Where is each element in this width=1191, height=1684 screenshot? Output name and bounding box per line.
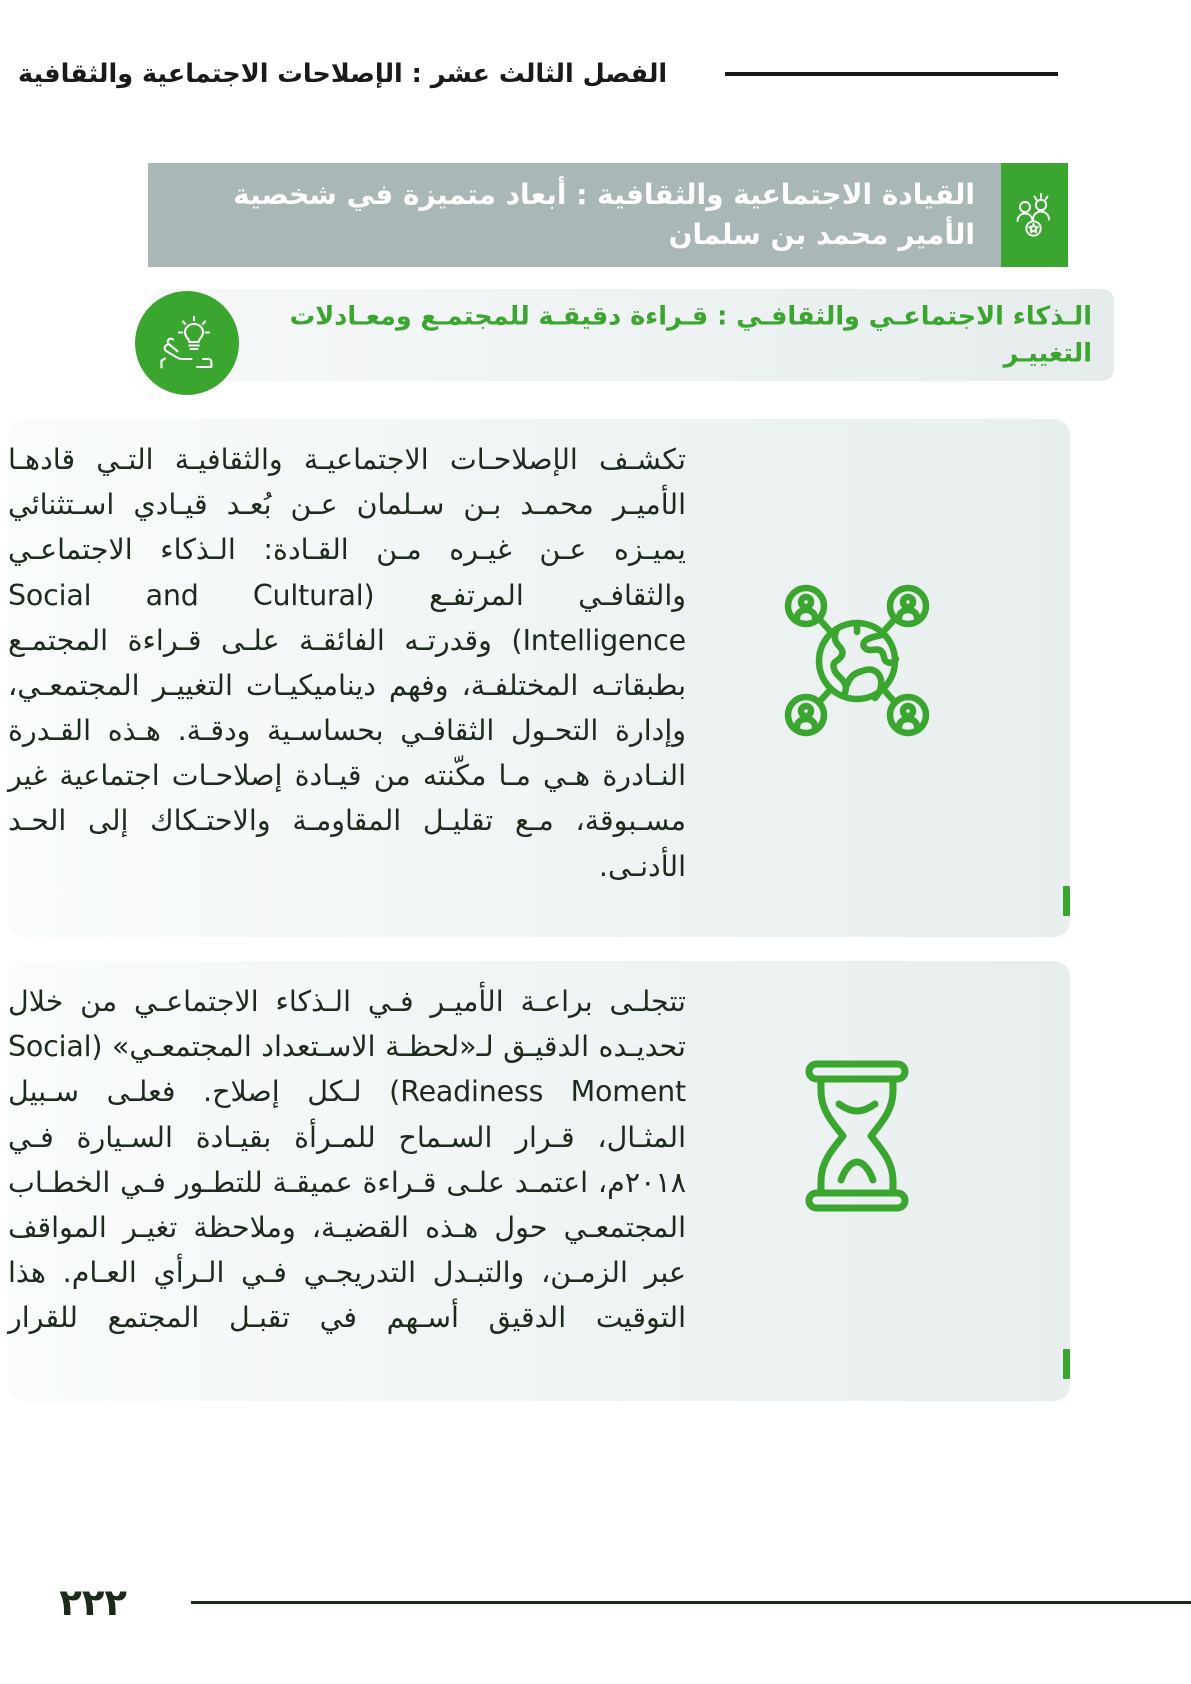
card-accent-marker	[1063, 886, 1070, 916]
globe-people-network-icon	[692, 419, 1022, 737]
card-paragraph: تتجلـى براعـة الأميـر فـي الـذكاء الاجتماعـي من خلال تحديـده الدقيـق لـ«لحظـة الاسـتعداد المجتمعـي» (Social Readiness Moment) لـكل إصلاح. فعلـى سـبيل المثـال، قـرار السـماح للمـرأة بقيـادة السـيارة فـي ٢٠١٨م، اعتمـد علـى قـراءة عميقـة للتطـور فـي الخطـاب المجتمعـي حول هـذه القضيـة، وملاحظة تغيـر المواقف عبر الزمـن، والتبـدل التدريجـي فـي الـرأي العـام. هذا التوقيت الدقيق أسـهم في تقبـل المجتمع للقرار	[8, 985, 687, 1335]
header-rule	[725, 72, 1058, 76]
subsection-title-text: الـذكاء الاجتماعـي والثقافـي : قـراءة دقيقـة للمجتمـع ومعـادلات التغييـر	[289, 301, 1092, 368]
hourglass-icon	[692, 961, 1022, 1216]
section-title-banner-body	[148, 163, 1001, 267]
content-card	[8, 419, 1070, 937]
section-title-banner	[148, 163, 1068, 267]
chapter-title: الفصل الثالث عشر : الإصلاحات الاجتماعية والثقافية	[18, 59, 668, 89]
page-number: ٢٢٢	[59, 1580, 127, 1624]
hands-holding-idea-icon	[135, 291, 239, 395]
group-people-star-icon	[1001, 163, 1068, 267]
card-paragraph: تكشـف الإصلاحـات الاجتماعيـة والثقافيـة التـي قادهـا الأميـر محمـد بـن سـلمان عـن بُعـد قيـادي اسـتثنائي يميـزه عـن غيـره مـن القـادة: الـذكاء الاجتماعـي والثقافـي المرتفـع (Social and Cultural Intelligence) وقدرتـه الفائقـة علـى قـراءة المجتمـع بطبقاتـه المختلفـة، وفهم ديناميكيـات التغييـر المجتمعـي، وإدارة التحـول الثقافـي بحساسـية ودقـة. هـذه القـدرة النـادرة هـي مـا مكّنته من قيـادة إصلاحـات اجتماعية غير مسـبوقة، مـع تقليـل المقاومـة والاحتـكاك إلى الحـد الأدنـى.	[8, 443, 687, 883]
page-footer	[0, 1572, 1191, 1632]
page-header	[0, 46, 1191, 102]
subsection-bar	[151, 289, 1114, 381]
section-title-text: القيادة الاجتماعية والثقافية : أبعاد متميزة في شخصية الأمير محمد بن سلمان	[233, 178, 975, 251]
card-accent-marker	[1063, 1349, 1070, 1379]
content-card	[8, 961, 1070, 1401]
footer-rule	[191, 1601, 1191, 1604]
